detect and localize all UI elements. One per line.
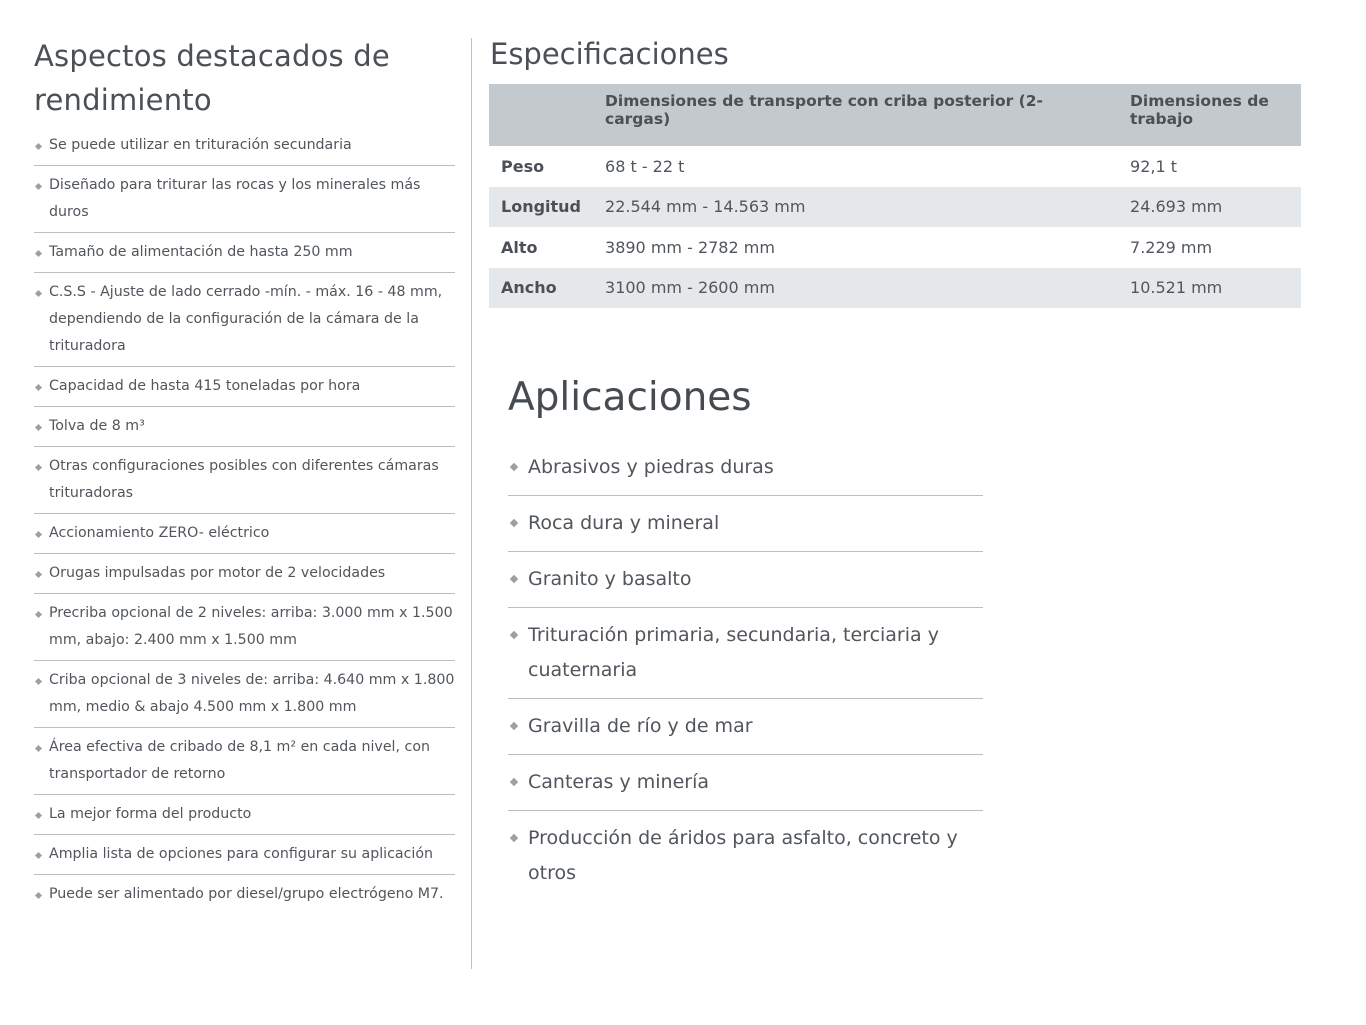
list-item-text: Canteras y minería [528,771,710,793]
list-item-text: Puede ser alimentado por diesel/grupo electrógeno M7. [49,886,444,902]
diamond-bullet-icon [35,745,42,752]
table-row [489,227,1301,268]
applications-list [508,450,983,901]
working-value: 10.521 mm [1118,268,1301,309]
list-item-text: Tamaño de alimentación de hasta 250 mm [49,244,353,260]
list-item [34,667,455,728]
list-item-text: Gravilla de río y de mar [528,715,753,737]
diamond-bullet-icon [35,424,42,431]
list-item-text: C.S.S - Ajuste de lado cerrado -mín. - máx. 16 - 48 mm, dependiendo de la configuración de la cámara de la trituradora [49,284,443,354]
list-item-text: La mejor forma del producto [49,806,252,822]
table-header-cell [489,84,593,146]
table-row [489,268,1301,309]
list-item-text: Trituración primaria, secundaria, terciaria y cuaternaria [528,624,939,681]
table-row [489,187,1301,228]
diamond-bullet-icon [35,852,42,859]
table-row [489,146,1301,187]
diamond-bullet-icon [510,722,518,730]
applications-section [508,370,983,911]
specs-title: Especificaciones [490,37,729,71]
row-label: Ancho [489,268,593,309]
list-item-text: Otras configuraciones posibles con diferentes cámaras trituradoras [49,458,439,501]
list-item-text: Accionamiento ZERO- eléctrico [49,525,270,541]
list-item [34,560,455,594]
highlights-list [34,132,455,914]
transport-value: 22.544 mm - 14.563 mm [593,187,1118,228]
diamond-bullet-icon [510,631,518,639]
row-label: Alto [501,237,538,257]
list-item-text: Amplia lista de opciones para configurar su aplicación [49,846,434,862]
list-item [508,506,983,552]
list-item-text: Orugas impulsadas por motor de 2 velocidades [49,565,386,581]
list-item [508,709,983,755]
list-item [34,132,455,166]
list-item-text: Precriba opcional de 2 niveles: arriba: 3.000 mm x 1.500 mm, abajo: 2.400 mm x 1.500 mm [49,605,453,648]
list-item [34,413,455,447]
diamond-bullet-icon [510,778,518,786]
highlights-title: Aspectos destacados de rendimiento [34,39,390,117]
list-item-text: Tolva de 8 m³ [49,418,145,434]
specs-table [489,84,1301,308]
list-item [34,841,455,875]
diamond-bullet-icon [35,290,42,297]
diamond-bullet-icon [35,183,42,190]
list-item-text: Abrasivos y piedras duras [528,456,774,478]
list-item-text: Se puede utilizar en trituración secundaria [49,137,352,153]
list-item [508,450,983,496]
list-item [34,734,455,795]
table-header-cell: Dimensiones de trabajo [1118,84,1301,146]
list-item-text: Producción de áridos para asfalto, concreto y otros [528,827,958,884]
list-item [34,801,455,835]
list-item-text: Roca dura y mineral [528,512,720,534]
highlights-section [34,34,455,920]
list-item-text: Área efectiva de cribado de 8,1 m² en cada nivel, con transportador de retorno [49,739,430,782]
list-item [508,765,983,811]
diamond-bullet-icon [35,143,42,150]
row-label: Peso [501,156,545,176]
diamond-bullet-icon [35,464,42,471]
working-value: 7.229 mm [1130,237,1213,257]
row-label: Longitud [489,187,593,228]
list-item [508,618,983,699]
list-item [34,172,455,233]
list-item-text: Diseñado para triturar las rocas y los minerales más duros [49,177,421,220]
table-header-row [489,84,1301,146]
diamond-bullet-icon [35,678,42,685]
diamond-bullet-icon [35,892,42,899]
applications-title: Aplicaciones [508,375,752,420]
working-value: 24.693 mm [1118,187,1301,228]
list-item-text: Criba opcional de 3 niveles de: arriba: 4.640 mm x 1.800 mm, medio & abajo 4.500 mm x 1.800 mm [49,672,455,715]
diamond-bullet-icon [35,531,42,538]
list-item [34,373,455,407]
diamond-bullet-icon [35,812,42,819]
diamond-bullet-icon [510,834,518,842]
list-item [508,821,983,901]
diamond-bullet-icon [510,519,518,527]
list-item [34,453,455,514]
table-header-cell: Dimensiones de transporte con criba posterior (2-cargas) [593,84,1118,146]
list-item [34,881,455,914]
column-divider [471,38,472,969]
diamond-bullet-icon [35,611,42,618]
list-item [34,239,455,273]
diamond-bullet-icon [35,571,42,578]
list-item [34,520,455,554]
diamond-bullet-icon [35,384,42,391]
list-item-text: Capacidad de hasta 415 toneladas por hora [49,378,361,394]
transport-value: 3890 mm - 2782 mm [605,237,775,257]
diamond-bullet-icon [510,463,518,471]
list-item-text: Granito y basalto [528,568,692,590]
transport-value: 68 t - 22 t [605,156,685,176]
list-item [34,279,455,367]
diamond-bullet-icon [510,575,518,583]
transport-value: 3100 mm - 2600 mm [593,268,1118,309]
working-value: 92,1 t [1130,156,1177,176]
list-item [508,562,983,608]
list-item [34,600,455,661]
diamond-bullet-icon [35,250,42,257]
